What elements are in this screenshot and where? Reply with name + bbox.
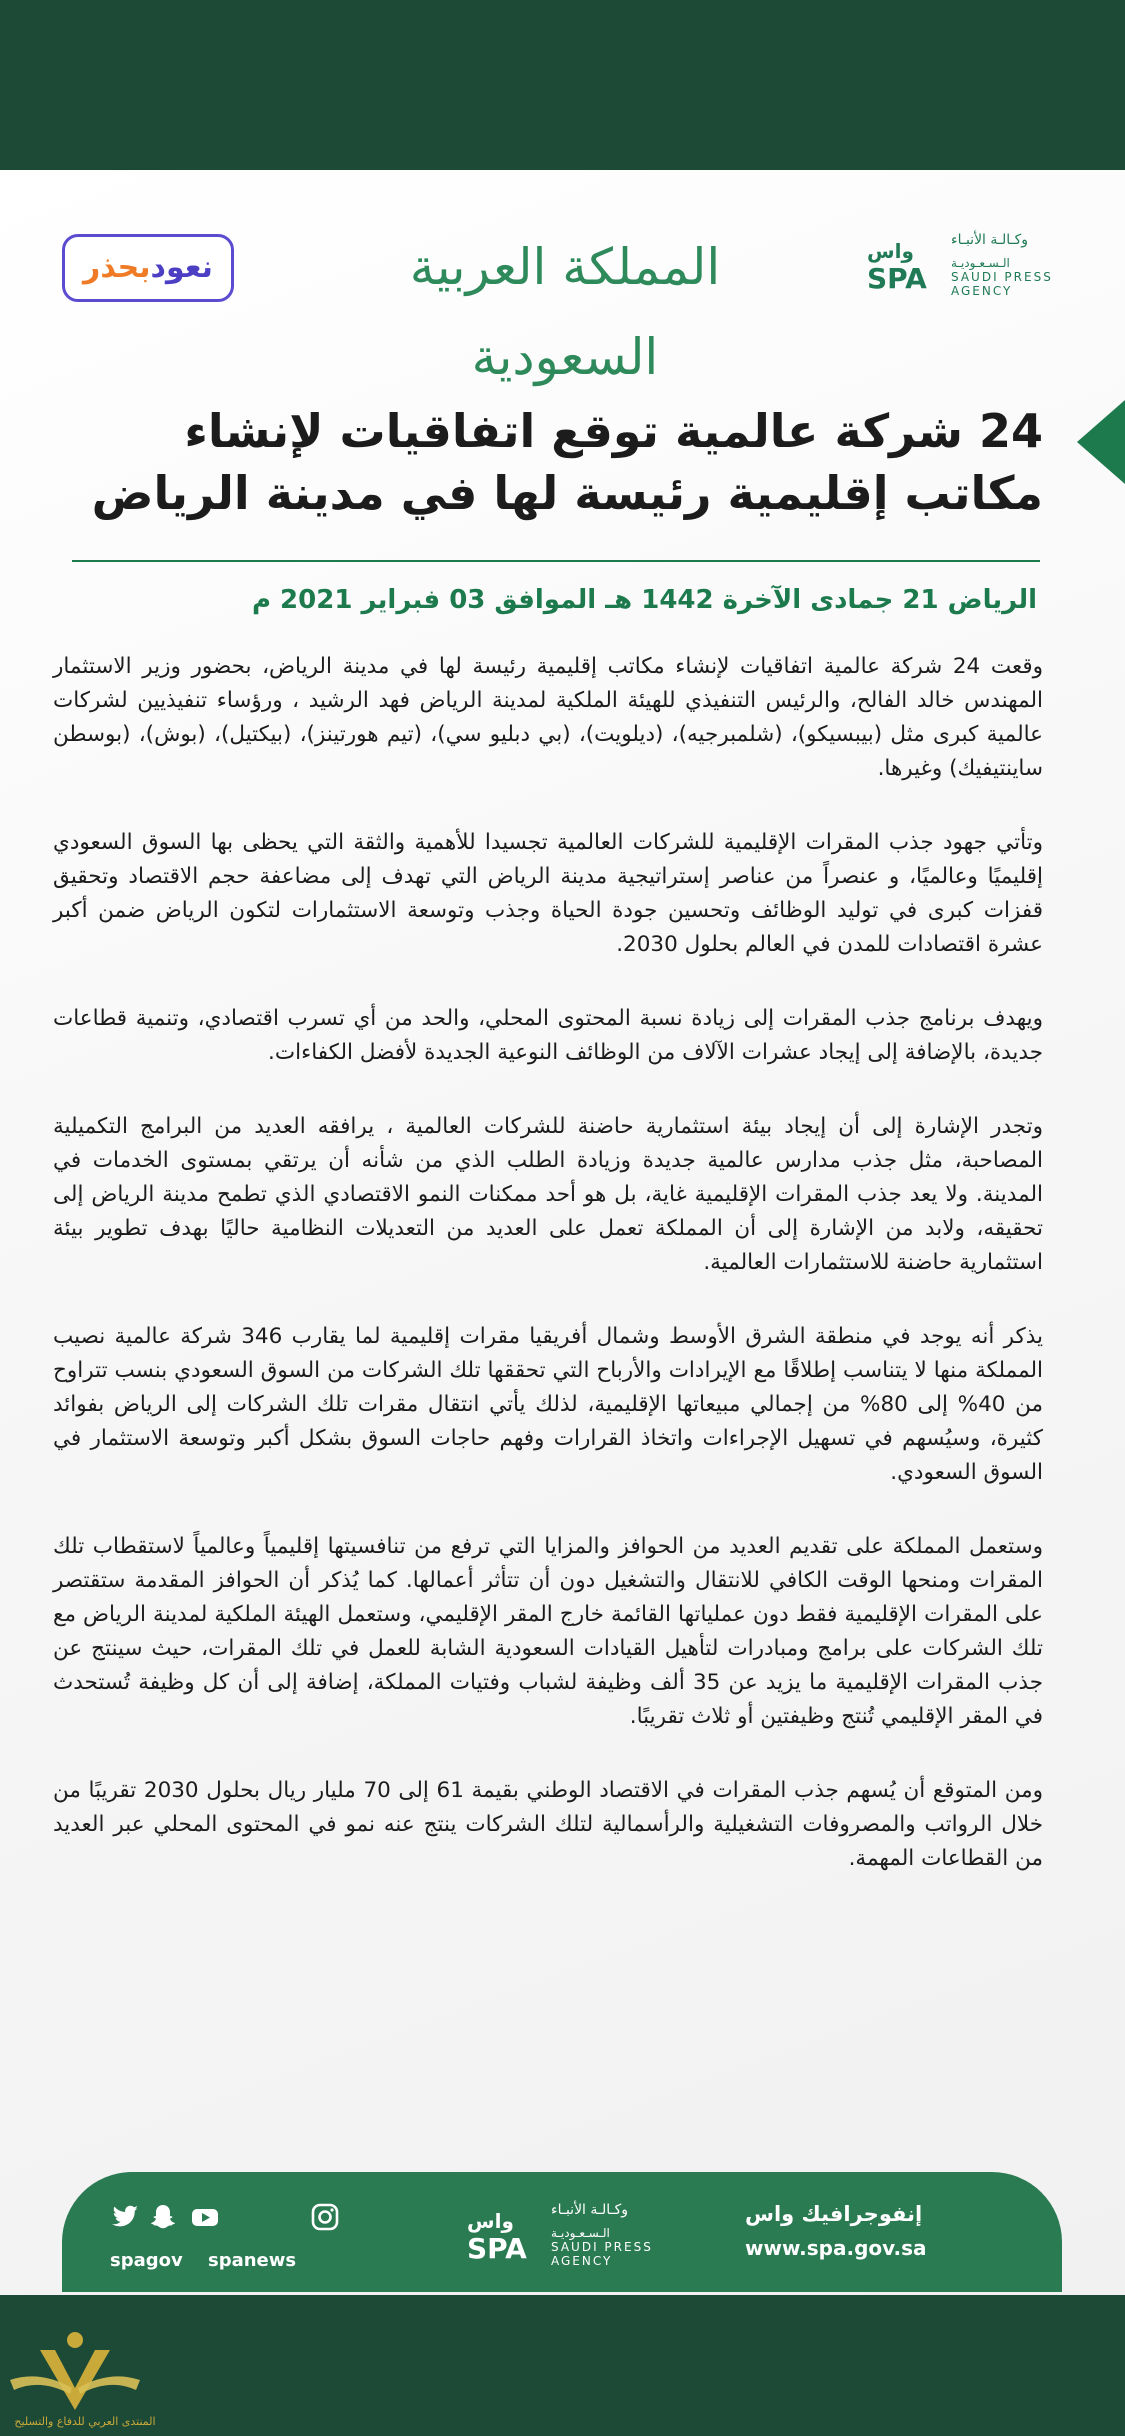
snapchat-icon[interactable] — [148, 2202, 178, 2232]
paragraph-1: وقعت 24 شركة عالمية اتفاقيات لإنشاء مكاتب إقليمية رئيسة لها في مدينة الرياض، بحضور وزير الاستثمار المهندس خالد الفالح، والرئيس التنفيذي للهيئة الملكية لمدينة الرياض فهد الرشيد ، ورؤساء تنفيذيين لشركات عالمية كبرى مثل (بيبسيكو)، (شلمبرجيه)، (ديلويت)، (بي دبليو سي)، (تيم هورتينز)، (بيكتيل)، (بوش)، (بوسطن ساينتيفيك) وغيرها. — [53, 654, 1043, 781]
youtube-icon[interactable] — [190, 2202, 220, 2232]
forum-caption: المنتدى العربي للدفاع والتسليح — [14, 2415, 156, 2428]
spa-arabic-name — [951, 232, 1028, 248]
footer-spa-mark-icon — [465, 2204, 543, 2262]
footer-website-block — [745, 2202, 945, 2260]
headline-arrow-icon — [1077, 400, 1125, 484]
paragraph-2: وتأتي جهود جذب المقرات الإقليمية للشركات العالمية تجسيدا للأهمية والثقة التي يحظى بها السوق السعودي إقليميًا وعالميًا، و عنصراً من عناصر إستراتيجية مدينة الرياض التي تهدف إلى مضاعفة حجم الاقتصاد وتحقيق قفزات كبرى في توليد الوظائف وتحسين جودة الحياة وجذب وتوسعة الاستثمارات لتكون الرياض ضمن أكبر عشرة اقتصادات للمدن في العالم بحلول 2030. — [53, 830, 1043, 957]
top-band — [0, 0, 1125, 170]
instagram-icon[interactable] — [310, 2202, 340, 2232]
paragraph-5: يذكر أنه يوجد في منطقة الشرق الأوسط وشمال أفريقيا مقرات إقليمية لما يقارب 346 شركة عالمية نصيب المملكة منها لا يتناسب إطلاقًا مع الإيرادات والأرباح التي تحققها تلك الشركات من السوق السعودي بنسب تتراوح من 40% إلى 80% من إجمالي مبيعاتها الإقليمية، لذلك يأتي انتقال مقرات تلك الشركات إلى الرياض بفوائد كثيرة، وسيُسهم في تسهيل الإجراءات واتخاذ القرارات وفهم حاجات السوق بشكل أكبر وتوسعة الاستثمار في السوق السعودي. — [53, 1324, 1043, 1485]
spa-english-line-2: AGENCY — [951, 284, 1013, 298]
campaign-word-2: بحذر — [83, 250, 151, 285]
spa-mark-text: SPA — [867, 262, 927, 292]
spa-arabic-line-2: الـسـعـوديـة — [951, 256, 1010, 270]
footer-social — [110, 2202, 380, 2282]
article-body — [53, 650, 1043, 1916]
spa-english-line-1: SAUDI PRESS — [951, 270, 1053, 284]
spa-logo — [865, 230, 1055, 300]
twitter-icon[interactable] — [110, 2202, 140, 2232]
paragraph-4: وتجدر الإشارة إلى أن إيجاد بيئة استثمارية حاضنة للشركات العالمية ، يرافقه العديد من البرامج التكميلية المصاحبة، مثل جذب مدارس عالمية جديدة وزيادة الطلب الذي من شأنه أن يرتقي بمستوى الخدمات في المدينة. ولا يعد جذب المقرات الإقليمية غاية، بل هو أحد ممكنات النمو الاقتصادي الذي تطمح مدينة الرياض إلى تحقيقه، ولابد من الإشارة إلى أن المملكة تعمل على العديد من التعديلات النظامية حاليًا بهدف تطوير بيئة استثمارية حاضنة للاستثمارات العالمية. — [53, 1114, 1043, 1275]
campaign-logo — [62, 234, 234, 302]
social-handle-spanews[interactable]: spanews — [208, 2250, 297, 2271]
paragraph-7: ومن المتوقع أن يُسهم جذب المقرات في الاقتصاد الوطني بقيمة 61 إلى 70 مليار ريال بحلول 2030 تقريبًا من خلال الرواتب والمصروفات التشغيلية والرأسمالية لتلك الشركات ينتج عنه نمو في المحتوى المحلي عبر العديد من القطاعات المهمة. — [53, 1778, 1044, 1871]
headline: 24 شركة عالمية توقع اتفاقيات لإنشاء مكاتب إقليمية رئيسة لها في مدينة الرياض — [91, 404, 1043, 520]
footer-spa-arabic-line-2: الـسـعـوديـة — [551, 2226, 610, 2240]
social-handle-spagov[interactable]: spagov — [110, 2250, 183, 2271]
footer-web-label: إنفوجرافيك واس — [745, 2202, 923, 2226]
headline-divider — [72, 560, 1040, 562]
kingdom-title-logo: المملكة العربية السعودية — [409, 238, 721, 386]
footer-spa-mark-ar: واس — [467, 2209, 514, 2233]
footer-spa-english-line-1: SAUDI PRESS — [551, 2240, 653, 2254]
spa-arabic-line-1: وكـالـة الأنبـاء — [951, 232, 1029, 248]
paragraph-6: وستعمل المملكة على تقديم العديد من الحوافز والمزايا التي ترفع من تنافسيتها إقليمياً وعالمياً لاستقطاب تلك المقرات ومنحها الوقت الكافي للانتقال والتشغيل دون أن تتأثر أعمالها. كما يُذكر أن الحوافز المقدمة ستقتصر على المقرات الإقليمية فقط دون عملياتها القائمة خارج المقر الإقليمي، وستعمل الهيئة الملكية لمدينة الرياض مع تلك الشركات على برامج ومبادرات لتأهيل القيادات السعودية الشابة للعمل في تلك المقرات، حيث سينتج عن جذب المقرات الإقليمية ما يزيد عن 35 ألف وظيفة لشباب وفتيات المملكة، إضافة إلى أن كل وظيفة تُستحدث في المقر الإقليمي تُنتج وظيفتين أو ثلاث تقريبًا. — [53, 1534, 1044, 1729]
footer-spa-arabic-line-1: وكـالـة الأنبـاء — [551, 2202, 629, 2218]
footer-spa-english-line-2: AGENCY — [551, 2254, 613, 2268]
footer-spa-logo — [465, 2200, 665, 2270]
campaign-word-1: نعود — [150, 250, 213, 285]
spa-mark-icon — [865, 234, 943, 292]
paragraph-3: ويهدف برنامج جذب المقرات إلى زيادة نسبة المحتوى المحلي، والحد من أي تسرب اقتصادي، وتنمية قطاعات جديدة، بالإضافة إلى إيجاد عشرات الآلاف من الوظائف النوعية الجديدة لأفضل الكفاءات. — [53, 1006, 1043, 1065]
dateline: الرياض 21 جمادى الآخرة 1442 هـ الموافق 03 فبراير 2021 م — [251, 585, 1037, 615]
footer-spa-mark-text: SPA — [467, 2232, 527, 2262]
footer-spa-english-name — [551, 2226, 653, 2268]
spa-mark-ar: واس — [867, 239, 914, 263]
footer-website-link[interactable]: www.spa.gov.sa — [745, 2236, 927, 2260]
spa-english-name — [951, 256, 1053, 298]
